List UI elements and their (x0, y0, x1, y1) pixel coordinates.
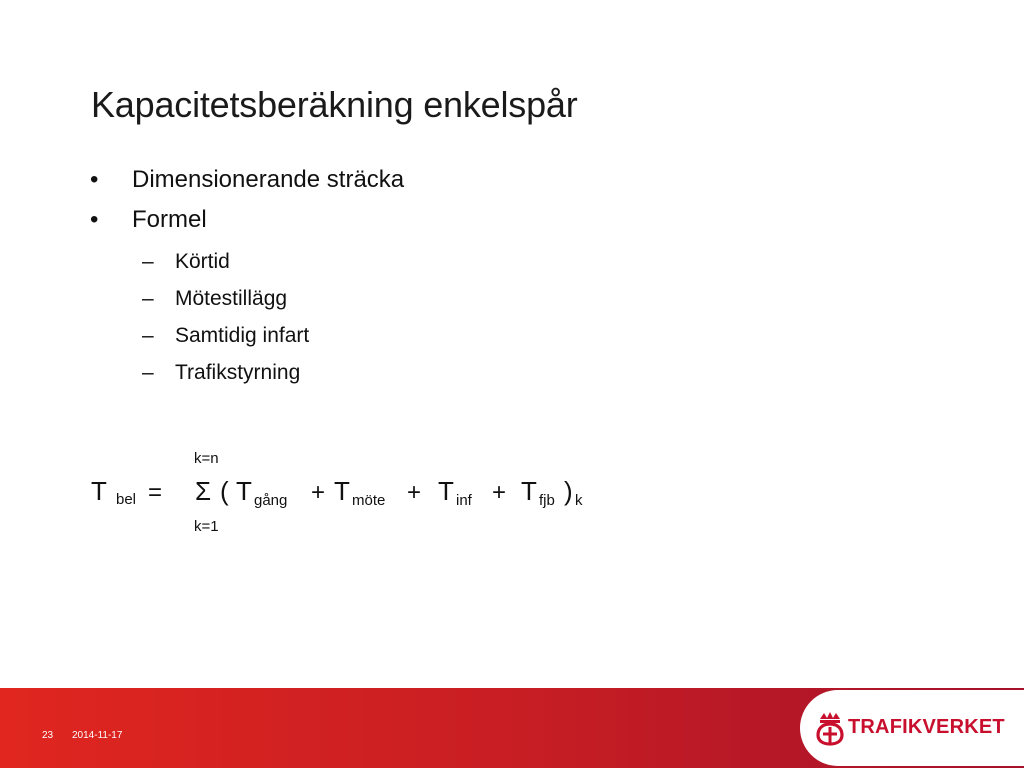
lhs-subscript: bel (116, 491, 137, 508)
bullet-text: Dimensionerande sträcka (132, 166, 405, 193)
term-symbol: T (438, 476, 454, 506)
logo-wordmark: TRAFIKVERKET (848, 716, 1005, 738)
slide-number: 23 (42, 730, 54, 741)
sub-bullet-text: Mötestillägg (175, 287, 288, 310)
crown-logo-icon (814, 710, 846, 746)
plus-sign: + (311, 479, 326, 506)
slide-date: 2014-11-17 (72, 730, 123, 741)
plus-sign: + (407, 479, 422, 506)
dash-mark: – (142, 324, 154, 347)
bullet-mark: • (90, 206, 99, 233)
outer-subscript: k (575, 492, 583, 509)
sum-lower-limit: k=1 (194, 518, 219, 535)
sigma-symbol: Σ (195, 476, 212, 506)
slide-title: Kapacitetsberäkning enkelspår (91, 84, 578, 125)
term-symbol: T (334, 476, 350, 506)
footer-band (0, 688, 1024, 768)
open-paren: ( (220, 476, 229, 506)
dash-mark: – (142, 250, 154, 273)
lhs-symbol: T (91, 476, 107, 506)
term-subscript: fjb (539, 492, 555, 509)
sub-bullet-text: Trafikstyrning (175, 361, 301, 384)
plus-sign: + (492, 479, 507, 506)
close-paren: ) (564, 476, 573, 506)
sub-bullet-text: Samtidig infart (175, 324, 310, 347)
term-subscript: gång (254, 492, 288, 509)
term-symbol: T (521, 476, 537, 506)
sum-upper-limit: k=n (194, 450, 219, 467)
bullet-text: Formel (132, 206, 207, 233)
term-symbol: T (236, 476, 252, 506)
equals-sign: = (148, 479, 163, 506)
dash-mark: – (142, 287, 154, 310)
term-subscript: inf (456, 492, 472, 509)
trafikverket-logo (800, 690, 1024, 766)
sub-bullet-text: Körtid (175, 250, 230, 273)
bullet-mark: • (90, 166, 99, 193)
term-subscript: möte (352, 492, 386, 509)
dash-mark: – (142, 361, 154, 384)
